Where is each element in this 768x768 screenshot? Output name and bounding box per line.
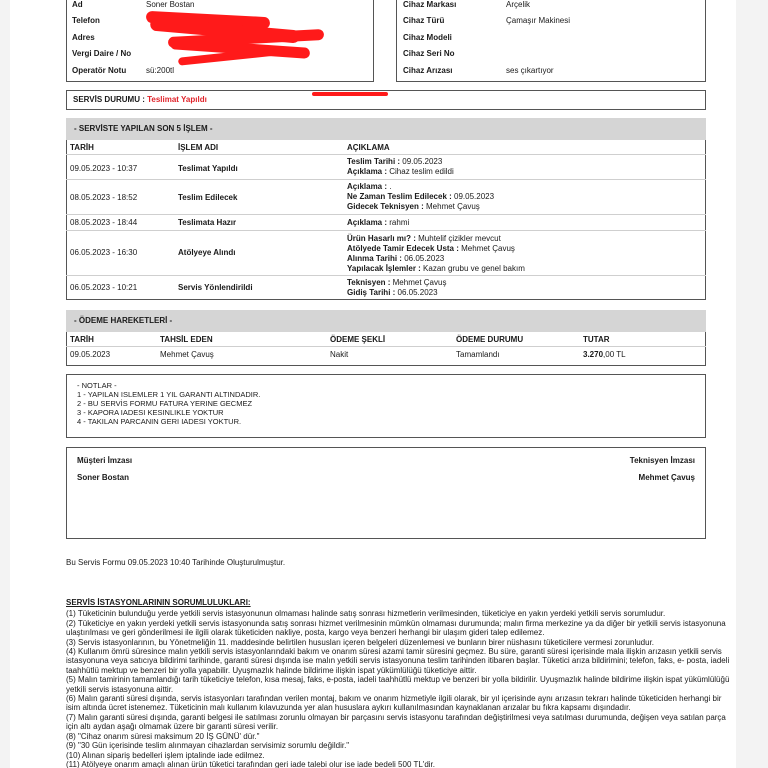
responsibility-line: (1) Tüketicinin bulunduğu yerde yetkili servis istasyonunun olmaması halinde satış sonrası hizmetlerin verilmesinden, tüketiciye en yakın yerdeki yetkili servis sorumludur. <box>66 609 666 619</box>
form-generated-note: Bu Servis Formu 09.05.2023 10:40 Tarihinde Oluşturulmuştur. <box>66 558 286 567</box>
responsibility-line: (8) "Cihaz onarım süresi maksimum 20 İŞ GÜNÜ' dür." <box>66 731 260 741</box>
row-divider <box>66 214 706 215</box>
responsibility-line: için altı aydan aşağı olmamak üzere bir garanti süresi verilir. <box>66 722 279 732</box>
responsibility-line: yetkili servis istasyonuna aittir. <box>66 684 174 694</box>
operation-desc: Teknisyen : Mehmet Çavuş Gidiş Tarihi : 06.05.2023 <box>347 278 447 297</box>
payment-total: 3.270,00 TL <box>583 350 626 359</box>
device-value-fault: ses çıkartıyor <box>506 66 554 75</box>
operation-name: Teslim Edilecek <box>178 193 238 202</box>
operation-date: 08.05.2023 - 18:44 <box>70 218 138 227</box>
operations-header-desc: AÇIKLAMA <box>347 143 390 152</box>
row-divider <box>66 154 706 155</box>
operation-desc: Ürün Hasarlı mı? : Muhtelif çizikler mevcut Atölyede Tamir Edecek Usta : Mehmet Çavuş Alınma Tarihi : 06.05.2023 Yapılacak İşlemler : Kazan grubu ve genel bakım <box>347 234 525 273</box>
operation-name: Teslimata Hazır <box>178 218 237 227</box>
row-divider <box>66 230 706 231</box>
responsibilities-section <box>66 598 730 768</box>
service-status-value: Teslimat Yapıldı <box>147 95 207 104</box>
note-item: 3 - KAPORA IADESI KESINLIKLE YOKTUR <box>77 408 224 417</box>
payment-date: 09.05.2023 <box>70 350 111 359</box>
responsibility-line: ulaştırılması ve geri gönderilmesi ile ilgili olarak tüketiciden nakliye, posta, kargo veya benzeri herhangi bir ulaşım gideri talep edilemez. <box>66 628 545 638</box>
customer-label-phone: Telefon <box>72 16 100 25</box>
notes-box <box>66 374 706 438</box>
responsibility-line: (9) "30 Gün içerisinde teslim alınmayan cihazlardan servisimiz sorumlu değildir." <box>66 741 350 751</box>
notes-title: - NOTLAR - <box>77 381 117 390</box>
customer-signature-name: Soner Bostan <box>77 473 130 482</box>
note-item: 1 - YAPILAN ISLEMLER 1 YIL GARANTI ALTINDADIR. <box>77 390 261 399</box>
operations-header-name: İŞLEM ADI <box>178 143 219 152</box>
customer-label-tax: Vergi Daire / No <box>72 49 132 58</box>
responsibilities-title: SERVİS İSTASYONLARININ SORUMLULUKLARI: <box>66 598 251 607</box>
responsibility-line: (2) Tüketiciye en yakın yerdeki yetkili servis istasyonunda satış sonrası hizmet verilmesinin mümkün olmaması durumunda; malın firma merkezine ya da diğer bir yetkili servis istasyonuna <box>66 618 726 628</box>
operation-date: 06.05.2023 - 16:30 <box>70 248 138 257</box>
payments-header-method: ÖDEME ŞEKLİ <box>330 335 386 344</box>
customer-label-operator-note: Operatör Notu <box>72 66 127 75</box>
payments-header-collector: TAHSİL EDEN <box>160 335 213 344</box>
customer-value-operator-note: sü:200tl <box>146 66 175 75</box>
payment-method: Nakit <box>330 350 349 359</box>
responsibility-line: (4) Kullanım ömrü süresince malın yetkili servis istasyonlarındaki bakım ve onarım süresi azami tamir süresini geçmez. Bu süre, garanti süresi içerisinde mala ilişkin arızasın yetkili servis <box>66 647 722 657</box>
row-divider <box>66 179 706 180</box>
service-status-label: SERVİS DURUMU : <box>73 95 145 104</box>
payments-header-date: TARİH <box>70 335 94 344</box>
operation-desc: Açıklama : . Ne Zaman Teslim Edilecek : 09.05.2023 Gidecek Teknisyen : Mehmet Çavuş <box>347 182 495 211</box>
responsibility-line: (6) Malın garanti süresi dışında, servis istasyonları tarafından verilen montaj, bakım ve onarım hizmetiyle ilgili olarak, bir yıl içerisinde aynı arızasın tekrarı halinde tüketiciden herhangi bir <box>66 694 722 704</box>
payments-header-total: TUTAR <box>583 335 610 344</box>
device-label-brand: Cihaz Markası <box>403 0 457 9</box>
payments-header-status: ÖDEME DURUMU <box>456 335 524 344</box>
operations-header-date: TARİH <box>70 143 94 152</box>
customer-label-address: Adres <box>72 33 95 42</box>
device-label-type: Cihaz Türü <box>403 16 445 25</box>
row-divider <box>66 275 706 276</box>
operation-desc: Açıklama : rahmi <box>347 218 410 227</box>
responsibility-line: (3) Servis istasyonlarının, bu Yönetmeliğin 11. maddesinde belirtilen hususları içeren belgeleri düzenlemesi ve bunların birer nüshasını tüketicilere vermesi zorunludur. <box>66 637 655 647</box>
signature-box <box>66 447 706 539</box>
technician-signature-name: Mehmet Çavuş <box>638 473 695 482</box>
device-value-type: Çamaşır Makinesi <box>506 16 571 25</box>
payment-status: Tamamlandı <box>456 350 500 359</box>
customer-value-name: Soner Bostan <box>146 0 195 9</box>
device-label-serial: Cihaz Seri No <box>403 49 455 58</box>
customer-signature-label: Müşteri İmzası <box>77 456 133 465</box>
operation-name: Teslimat Yapıldı <box>178 164 238 173</box>
responsibility-line: (10) Alınan sipariş bedelleri işlem iptalinde iade edilmez. <box>66 750 265 760</box>
responsibility-line: taahhütlü mektup ve benzeri bir yolla yapabilir. Uyuşmazlık halinde bildirime ilişkin ispat yükümlülüğü tüketiciye aittir. <box>66 665 477 675</box>
payment-collector: Mehmet Çavuş <box>160 350 214 359</box>
device-label-model: Cihaz Modeli <box>403 33 452 42</box>
responsibility-line: (5) Malın tamirinin tamamlandığı tarih tüketiciye telefon, kısa mesaj, faks, e-posta, iadeli taahhütlü mektup ve benzeri bir yolla bildirilir. Uyuşmazlık halinde bildirime ilişkin ispat yükümlülüğü <box>66 675 730 685</box>
operation-date: 09.05.2023 - 10:37 <box>70 164 138 173</box>
responsibility-line: isim altında ücret istenemez. Tüketicinin malı kullanım kılavuzunda yer alan hususlara aykırı kullanılmasından kaynaklanan arızalar bu fıkra kapsamı dışındadır. <box>66 703 631 713</box>
device-value-brand: Arçelik <box>506 0 531 9</box>
operation-date: 06.05.2023 - 10:21 <box>70 283 138 292</box>
device-label-fault: Cihaz Arızası <box>403 66 453 75</box>
operations-section-title: - SERVİSTE YAPILAN SON 5 İŞLEM - <box>66 118 706 140</box>
operation-name: Atölyeye Alındı <box>178 248 236 257</box>
responsibility-line: (7) Malın garanti süresi dışında, garanti belgesi ile satılması zorunlu olmayan bir parçasını servis istasyonu tarafından değiştirilmesi veya satılması durumunda, değişen veya satılan parça <box>66 712 726 722</box>
row-divider <box>66 346 706 347</box>
responsibility-line: istasyonuna veya satıcıya bildirimi tarihinde, garanti süresi dışında ise malın yetkili servis istasyonuna teslim tarihinden itibaren başlar. Tüketici arıza bildirimini; telefon, faks, e- posta, iadeli <box>66 656 730 666</box>
technician-signature-label: Teknisyen İmzası <box>629 456 695 465</box>
operation-date: 08.05.2023 - 18:52 <box>70 193 138 202</box>
note-item: 2 - BU SERVİS FORMU FATURA YERINE GECMEZ <box>77 399 253 408</box>
service-status-bar <box>66 90 706 110</box>
note-item: 4 - TAKILAN PARCANIN GERI IADESI YOKTUR. <box>77 417 242 426</box>
responsibility-line: (11) Atölyeye onarım amaçlı alınan ürün tüketici tarafından geri iade talebi olur ise iade bedeli 500 TL'dir. <box>66 759 436 768</box>
operation-name: Servis Yönlendirildi <box>178 283 253 292</box>
payments-section-title: - ÖDEME HAREKETLERİ - <box>66 310 706 332</box>
customer-label-name: Ad <box>72 0 83 9</box>
operation-desc: Teslim Tarihi : 09.05.2023 Açıklama : Cihaz teslim edildi <box>347 157 454 176</box>
